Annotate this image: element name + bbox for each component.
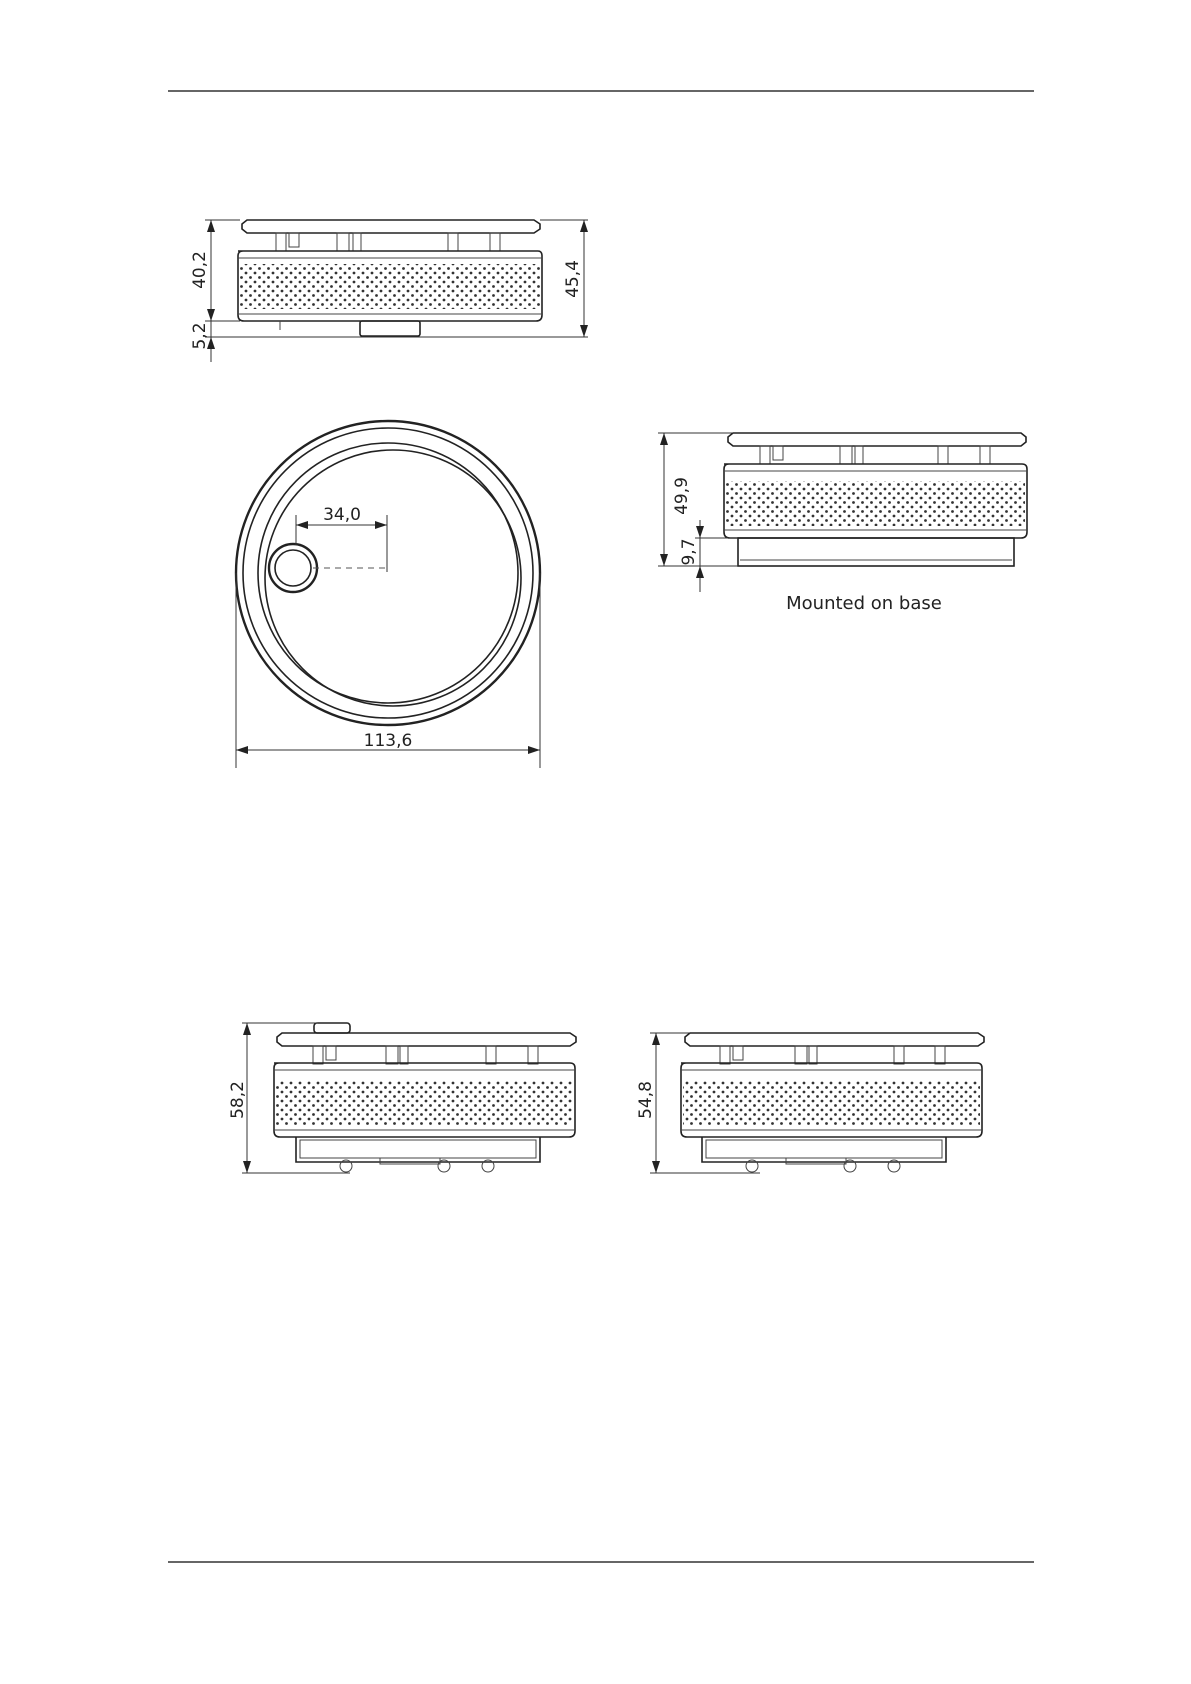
dim-label-54-8: 54,8 — [636, 1081, 656, 1119]
side-view-body — [238, 220, 542, 336]
dim-label-34-0: 34,0 — [323, 505, 361, 525]
mounted-view — [658, 433, 1027, 614]
side-view — [190, 220, 588, 362]
mounted-caption: Mounted on base — [786, 593, 942, 614]
dim-label-5-2: 5,2 — [190, 322, 210, 350]
dim-label-113-6: 113,6 — [363, 731, 413, 751]
bottom-right-view — [636, 1033, 984, 1173]
dim-label-58-2: 58,2 — [228, 1081, 248, 1119]
dim-label-40-2: 40,2 — [190, 251, 210, 289]
dim-label-9-7: 9,7 — [679, 538, 699, 566]
bottom-left-view — [228, 1023, 576, 1173]
top-view — [236, 421, 540, 768]
mounted-view-body — [724, 433, 1027, 566]
dim-label-45-4: 45,4 — [563, 260, 583, 298]
bottom-left-body — [274, 1023, 576, 1172]
dim-label-49-9: 49,9 — [672, 477, 692, 515]
top-view-body — [236, 421, 540, 725]
bottom-right-body — [681, 1033, 984, 1172]
